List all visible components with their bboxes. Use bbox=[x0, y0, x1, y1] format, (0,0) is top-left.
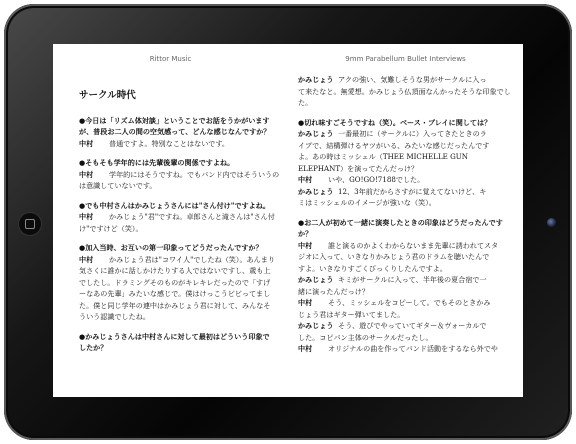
left-page-text bbox=[79, 115, 291, 354]
answer-line bbox=[298, 186, 514, 198]
right-page-text bbox=[298, 74, 514, 355]
question-text: ●お二人が初めて一緒に演奏したときの印象はどうだったんですか？ bbox=[298, 217, 503, 238]
answer-line bbox=[298, 320, 514, 332]
paragraph-gap bbox=[79, 149, 291, 157]
answer-line bbox=[298, 74, 514, 86]
answer-text: いや、GO!GO!7188でした。 bbox=[328, 175, 425, 184]
continuation-line bbox=[298, 309, 514, 321]
continuation-line bbox=[298, 263, 514, 275]
question-line bbox=[79, 126, 291, 138]
continuation-line bbox=[298, 197, 514, 209]
answer-line bbox=[298, 240, 514, 252]
continuation-text: じょう君はギター弾いてました。 bbox=[298, 309, 405, 319]
answer-text: アクの強い、気難しそうな男がサークルに入っ bbox=[338, 75, 487, 84]
speaker-label: 中村 bbox=[79, 138, 94, 148]
continuation-text: ミはミッシェルのイメージが強いな（笑）。 bbox=[298, 198, 436, 207]
speaker-label: かみじょう bbox=[298, 75, 334, 84]
speaker-label: 中村 bbox=[298, 344, 313, 353]
speaker-label: 中村 bbox=[298, 298, 313, 307]
answer-text: かみじょう"君"ですね。卓郎さんと滝さんは"さん付 bbox=[109, 212, 275, 221]
question-line bbox=[79, 115, 291, 127]
continuation-line bbox=[298, 332, 514, 344]
answer-text: 学年的にはそうですね。でもバンド内ではそういうの bbox=[109, 169, 280, 179]
answer-line bbox=[298, 174, 514, 186]
continuation-line bbox=[79, 265, 291, 277]
speaker-label: かみじょう bbox=[298, 186, 334, 196]
left-page-body bbox=[79, 74, 291, 354]
continuation-line bbox=[298, 140, 514, 152]
answer-text: 一番最初に（サークルに）入ってきたときのラ bbox=[338, 129, 487, 138]
continuation-text: は意識していないです。 bbox=[79, 181, 157, 190]
question-line bbox=[79, 200, 291, 212]
answer-line bbox=[79, 138, 291, 150]
question-text: ●そもそも学年的には先輩後輩の関係ですよね。 bbox=[79, 158, 235, 167]
speaker-label: かみじょう bbox=[298, 129, 334, 138]
continuation-line bbox=[298, 286, 514, 298]
question-line bbox=[298, 217, 514, 240]
answer-text: そう、遊びでやっていてギター＆ヴォーカルで bbox=[338, 321, 487, 330]
continuation-line bbox=[79, 277, 291, 289]
right-page[interactable] bbox=[288, 44, 523, 397]
question-text: ●切れ味すごそうですね（笑）。ベース・プレイに関しては？ bbox=[298, 117, 492, 127]
answer-text: 普通ですよ。特別なことはないです。 bbox=[109, 138, 230, 148]
answer-line bbox=[79, 254, 291, 266]
question-text: ●今日は「リズム体対談」ということでお話をうかがいます bbox=[79, 115, 270, 125]
right-page-body bbox=[298, 74, 514, 355]
question-line bbox=[79, 242, 291, 254]
answer-text: そう、ミッシェルをコピーして。でもそのときかみ bbox=[328, 298, 491, 307]
continuation-text: 緒に演ったんだっけ？ bbox=[298, 286, 369, 296]
answer-text: 誰と演るのかよくわからないまま先輩に誘われてスタ bbox=[328, 240, 499, 250]
left-running-head: Rittor Music bbox=[149, 55, 192, 63]
speaker-label: かみじょう bbox=[298, 321, 334, 330]
paragraph-gap bbox=[298, 209, 514, 217]
continuation-text: 気さくに誰かに話しかけたりする人ではないですし、歳も上 bbox=[79, 266, 271, 275]
ebook-screen bbox=[53, 44, 523, 397]
continuation-line bbox=[79, 300, 291, 312]
speaker-label: 中村 bbox=[79, 169, 94, 179]
continuation-line bbox=[298, 151, 514, 163]
paragraph-gap bbox=[79, 192, 291, 200]
home-square-icon bbox=[25, 219, 35, 229]
question-line bbox=[79, 331, 291, 343]
speaker-label: 中村 bbox=[298, 240, 313, 250]
continuation-line bbox=[79, 288, 291, 300]
front-camera-icon bbox=[547, 218, 556, 227]
question-text: ●かみじょうさんは中村さんに対して最初はどういう印象で bbox=[79, 331, 270, 341]
continuation-text: た。僕と同じ学年の連中はかみじょう君に対して、みんなそ bbox=[79, 300, 271, 310]
continuation-text: イブで、結構弾けるヤツがいる、みたいな感じだったんです bbox=[298, 140, 490, 150]
continuation-line bbox=[79, 311, 291, 323]
continuation-text: すよ。いきなりすごくびっくりしたんですよ。 bbox=[298, 263, 447, 273]
continuation-text: ELEPHANT）を演ってたんだっけ？ bbox=[298, 163, 419, 173]
continuation-text: ーなあの先輩」みたいな感じで。僕はけっこうビビってまし bbox=[79, 289, 271, 298]
continuation-text: て来たなと。無愛想。かみじょう仏頂面なんかったそうな印象でし bbox=[298, 86, 511, 96]
answer-line bbox=[298, 128, 514, 140]
answer-line bbox=[298, 297, 514, 309]
answer-text: 12、3年前だからさすがに覚えてないけど、キ bbox=[338, 186, 487, 196]
continuation-text: した。コピバン主体のサークルだったし。 bbox=[298, 332, 433, 342]
answer-line bbox=[298, 274, 514, 286]
speaker-label: 中村 bbox=[79, 212, 94, 221]
paragraph-gap bbox=[79, 234, 291, 242]
question-line bbox=[298, 117, 514, 129]
continuation-text: ういう認識でしたね。 bbox=[79, 312, 150, 321]
continuation-line bbox=[79, 180, 291, 192]
question-line bbox=[79, 157, 291, 169]
answer-line bbox=[79, 169, 291, 181]
paragraph-gap bbox=[79, 323, 291, 331]
question-text: ●でも中村さんはかみじょうさんには"さん付け"ですよね。 bbox=[79, 200, 270, 210]
continuation-line bbox=[79, 223, 291, 235]
section-title: サークル時代 bbox=[79, 90, 136, 101]
left-page[interactable] bbox=[53, 44, 288, 397]
answer-line bbox=[79, 211, 291, 223]
answer-text: オリジナルの曲を作ってバンド活動をするなら外でや bbox=[328, 344, 498, 353]
question-text: ●加入当時、お互いの第一印象ってどうだったんですか？ bbox=[79, 243, 263, 252]
continuation-text: ジオに入って、いきなりかみじょう君のドラムを聴いたんで bbox=[298, 252, 490, 261]
speaker-label: 中村 bbox=[79, 254, 94, 264]
continuation-line bbox=[298, 163, 514, 175]
speaker-label: かみじょう bbox=[298, 275, 334, 284]
continuation-line bbox=[298, 86, 514, 98]
answer-text: キミがサークルに入って、半年後の夏合宿で一 bbox=[338, 275, 487, 284]
continuation-line bbox=[298, 251, 514, 263]
continuation-text: た。 bbox=[298, 98, 313, 107]
right-running-head: 9mm Parabellum Bullet Interviews bbox=[345, 55, 466, 63]
continuation-text: け"ですけど（笑）。 bbox=[79, 223, 143, 233]
continuation-line bbox=[298, 97, 514, 109]
paragraph-gap bbox=[298, 109, 514, 117]
answer-text: かみじょう君は"コワイ人"でしたね（笑）。あんまり bbox=[109, 254, 275, 264]
speaker-label: 中村 bbox=[298, 175, 313, 184]
continuation-text: でしたし。ドラミングそのものがキレキレだったので「すげ bbox=[79, 277, 271, 287]
continuation-text: よ。あの時はミッシェル（THEE MICHELLE GUN bbox=[298, 152, 468, 161]
question-line bbox=[79, 342, 291, 354]
question-text: したか？ bbox=[79, 343, 108, 352]
home-button[interactable] bbox=[18, 212, 42, 236]
answer-line bbox=[298, 343, 514, 355]
question-text: が、普段お二人の間の空気感って、どんな感じなんですか？ bbox=[79, 127, 271, 136]
